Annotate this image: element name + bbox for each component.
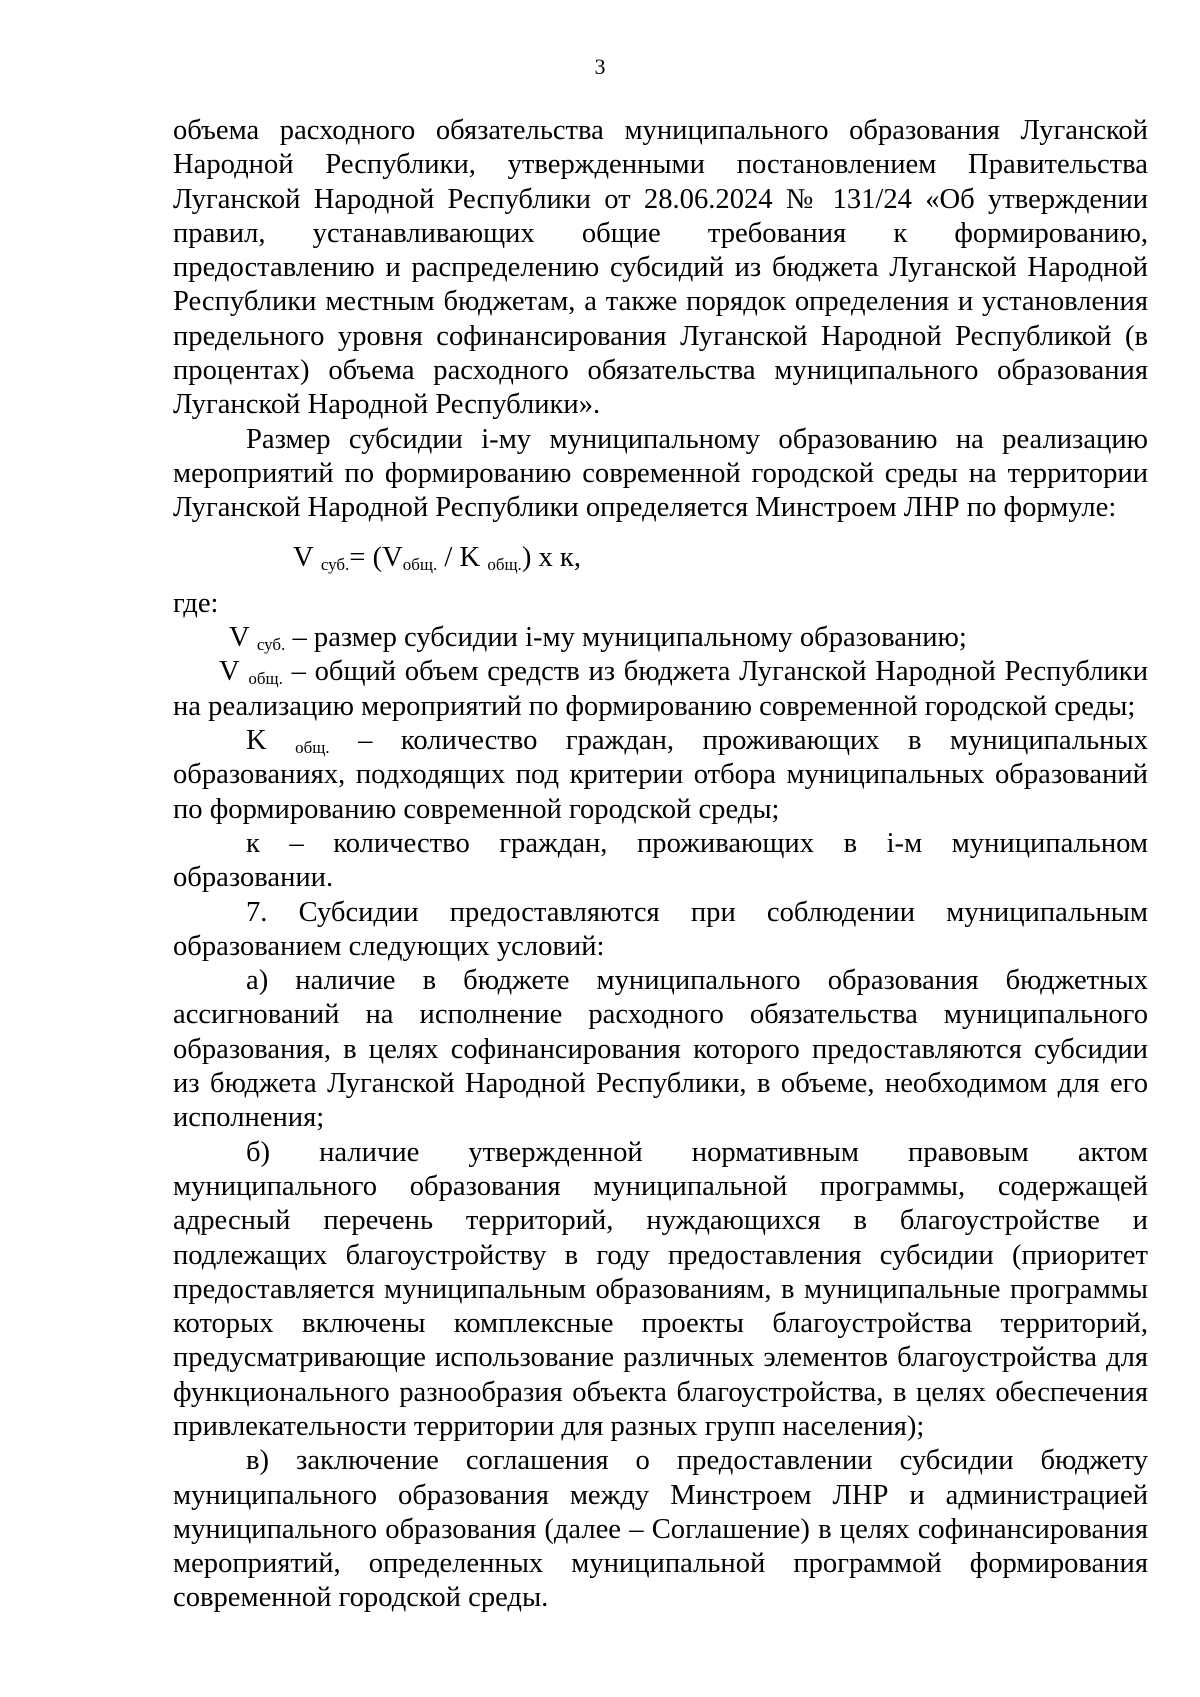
definition-v-sub [173, 621, 1148, 655]
formula-close: ) х к, [521, 541, 581, 573]
paragraph-condition-b: б) наличие утвержденной нормативным правовым актом муниципального образования муниципальной программы, содержащей адресный перечень территорий, нуждающихся в благоустройстве и подлежащих благоустройству в году предоставления субсидии (приоритет предоставляется муниципальным образованиям, в муниципальные программы которых включены комплексные проекты благоустройства территорий, предусматривающие использование различных элементов благоустройства для функционального разнообразия объекта благоустройства, в целях обеспечения привлекательности территории для разных групп населения); [173, 1136, 1148, 1442]
formula-sub-sub: суб. [320, 554, 350, 574]
paragraph-condition-v: в) заключение соглашения о предоставлении субсидии бюджету муниципального образования между Минстроем ЛНР и администрацией муниципального образования (далее – Соглашение) в целях софинансирования мероприятий, определенных муниципальной программой формирования современной городской среды. [173, 1445, 1148, 1614]
symbol-v: V [229, 622, 250, 654]
definition-v-obsh-text: – общий объем средств из бюджета Луганской Народной Республики на реализацию мероприятий по формированию современной городской среды; [173, 656, 1148, 722]
formula-slash-k: / K [437, 541, 481, 573]
symbol-sub-sub: суб. [256, 635, 286, 655]
symbol-k: K [246, 725, 267, 757]
symbol-k-obsh-sub: общ. [295, 738, 330, 758]
document-body [173, 114, 1148, 1616]
paragraph-continuation: объема расходного обязательства муниципального образования Луганской Народной Республики, утвержденными постановлением Правительства Луганской Народной Республики от 28.06.2024 № 131/24 «Об утверждении правил, устанавливающих общие требования к формированию, предоставлению и распределению субсидий из бюджета Луганской Народной Республики местным бюджетам, а также порядок определения и установления предельного уровня софинансирования Луганской Народной Республикой (в процентах) объема расходного обязательства муниципального образования Луганской Народной Республики». [173, 115, 1148, 421]
symbol-obsh-sub: общ. [248, 669, 283, 689]
where-label: где: [173, 587, 219, 619]
formula-obsh-sub: общ. [402, 554, 438, 574]
page-number: 3 [594, 54, 606, 79]
symbol-v-obsh: V [219, 656, 240, 688]
paragraph-item-7: 7. Субсидии предоставляются при соблюдении муниципальным образованием следующих условий: [173, 896, 1148, 962]
formula-k-obsh-sub: общ. [487, 554, 522, 574]
formula-eq-open: = (V [349, 541, 403, 573]
definition-k: к – количество граждан, проживающих в i-м муниципальном образовании. [173, 827, 1148, 894]
paragraph-condition-a: а) наличие в бюджете муниципального образования бюджетных ассигнований на исполнение расходного обязательства муниципального образования, в целях софинансирования которого предоставляются субсидии из бюджета Луганской Народной Республики, в объеме, необходимом для его исполнения; [173, 965, 1148, 1134]
definition-v-obsh [173, 655, 1148, 724]
definition-k-obsh [173, 724, 1148, 827]
paragraph-subsidy-size: Размер субсидии i-му муниципальному образованию на реализацию мероприятий по формированию современной городской среды на территории Луганской Народной Республики определяется Минстроем ЛНР по формуле: [173, 423, 1148, 524]
formula-v: V [293, 541, 314, 573]
subsidy-formula [173, 541, 1148, 575]
definition-k-obsh-text: – количество граждан, проживающих в муниципальных образованиях, подходящих под критерии отбора муниципальных образований по формированию современной городской среды; [173, 725, 1148, 825]
definition-v-sub-text: – размер субсидии i-му муниципальному образованию; [285, 622, 967, 654]
